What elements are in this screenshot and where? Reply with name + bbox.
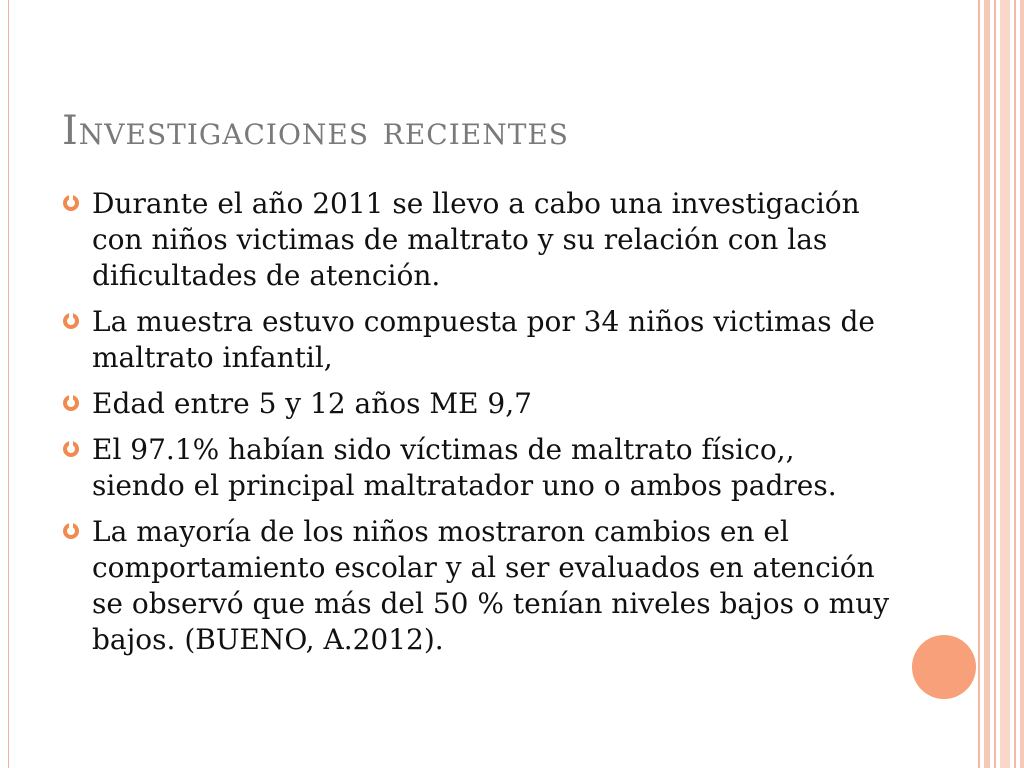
ring-bullet-icon <box>62 312 80 330</box>
bullet-text: Durante el año 2011 se llevo a cabo una investigación con niños victimas de maltrato y su relación con las dificultades de atención. <box>92 187 860 292</box>
stripe <box>1020 0 1024 768</box>
orange-circle-decoration <box>912 635 976 699</box>
ring-bullet-icon <box>62 194 80 212</box>
bullet-item <box>62 514 892 658</box>
bullet-item <box>62 186 892 294</box>
ring-bullet-icon <box>62 522 80 540</box>
bullet-item <box>62 432 892 504</box>
stripe <box>984 0 990 768</box>
stripe <box>1014 0 1016 768</box>
stripe <box>1000 0 1010 768</box>
slide-title: Investigaciones recientes <box>62 108 569 154</box>
right-decorative-stripes <box>978 0 1024 768</box>
bullet-text: El 97.1% habían sido víctimas de maltrato físico,, siendo el principal maltratador uno o ambos padres. <box>92 433 837 502</box>
left-accent-line <box>8 0 9 768</box>
stripe <box>994 0 996 768</box>
bullet-text: La muestra estuvo compuesta por 34 niños victimas de maltrato infantil, <box>92 305 875 374</box>
stripe <box>978 0 980 768</box>
bullet-item <box>62 386 892 422</box>
bullet-item <box>62 304 892 376</box>
bullet-text: La mayoría de los niños mostraron cambios en el comportamiento escolar y al ser evaluados en atención se observó que más del 50 % tenían niveles bajos o muy bajos. (BUENO, A.2012). <box>92 515 890 656</box>
bullet-text: Edad entre 5 y 12 años ME 9,7 <box>92 387 532 420</box>
ring-bullet-icon <box>62 394 80 412</box>
bullet-list <box>62 186 892 668</box>
ring-bullet-icon <box>62 440 80 458</box>
